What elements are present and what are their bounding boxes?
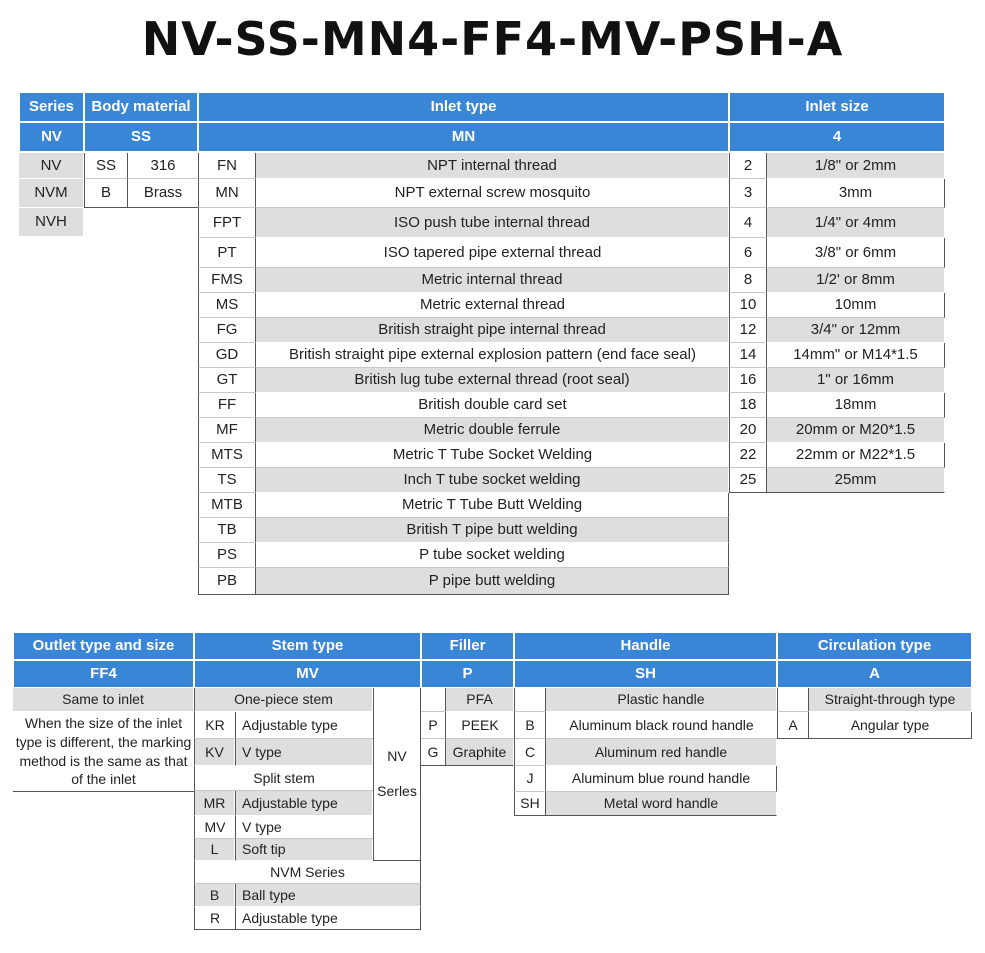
inlet-size-code: 10 [729,293,766,318]
inlet-size-desc: 3mm [766,179,945,208]
nv-series-line2: Serles [377,783,417,799]
inlet-size-desc: 14mm" or M14*1.5 [766,343,945,368]
inlet-type-code: TB [198,518,255,543]
inlet-size-desc: 18mm [766,393,945,418]
inlet-type-desc: Metric double ferrule [255,418,729,443]
stem-one-piece-label: One-piece stem [194,688,373,712]
handle-code: C [514,739,545,766]
inlet-size-header: Inlet size [729,92,945,122]
inlet-type-code: FN [198,153,255,179]
circulation-desc: Straight-through type [808,688,972,712]
outlet-same-to-inlet: Same to inlet [13,688,194,712]
outlet-note: When the size of the inlet type is different, the marking method is the same as that of the inlet [13,712,194,792]
handle-code: J [514,766,545,792]
inlet-type-code: FF [198,393,255,418]
inlet-size-code: 25 [729,468,766,493]
inlet-size-code: 8 [729,268,766,293]
nvm-desc: Ball type [235,884,421,907]
inlet-type-desc: ISO push tube internal thread [255,208,729,238]
selected-filler: P [421,660,514,688]
selected-handle: SH [514,660,777,688]
inlet-size-code: 18 [729,393,766,418]
inlet-size-code: 3 [729,179,766,208]
stem-split-label: Split stem [194,766,373,791]
material-code: B [84,179,127,208]
inlet-size-code: 4 [729,208,766,238]
inlet-type-code: GT [198,368,255,393]
inlet-type-desc: British double card set [255,393,729,418]
stem-code: KR [194,712,235,739]
inlet-size-code: 6 [729,238,766,268]
selected-inlet-type: MN [198,122,729,152]
stem-desc: Adjustable type [235,712,373,739]
stem-desc: Adjustable type [235,791,373,816]
filler-code: P [421,712,445,739]
inlet-type-code: PB [198,568,255,595]
selected-series: NV [19,122,84,152]
selected-outlet: FF4 [13,660,194,688]
inlet-size-desc: 20mm or M20*1.5 [766,418,945,443]
inlet-type-code: PT [198,238,255,268]
filler-header: Filler [421,632,514,660]
inlet-size-code: 12 [729,318,766,343]
handle-header: Handle [514,632,777,660]
handle-code: B [514,712,545,739]
inlet-size-code: 2 [729,153,766,179]
stem-code: MV [194,816,235,839]
inlet-size-code: 20 [729,418,766,443]
circulation-header: Circulation type [777,632,972,660]
series-item: NVH [19,208,84,237]
stem-code: L [194,839,235,861]
inlet-type-code: GD [198,343,255,368]
inlet-size-desc: 22mm or M22*1.5 [766,443,945,468]
body-material-header: Body material [84,92,198,122]
inlet-size-code: 16 [729,368,766,393]
filler-code [421,688,445,712]
inlet-type-desc: Inch T tube socket welding [255,468,729,493]
nvm-code: R [194,907,235,930]
inlet-type-desc: British T pipe butt welding [255,518,729,543]
material-name: 316 [127,153,198,179]
series-item: NV [19,153,84,179]
inlet-type-desc: NPT external screw mosquito [255,179,729,208]
handle-desc: Plastic handle [545,688,777,712]
inlet-size-desc: 3/4" or 12mm [766,318,945,343]
filler-desc: PFA [445,688,514,712]
inlet-size-desc: 10mm [766,293,945,318]
inlet-type-code: FPT [198,208,255,238]
handle-code: SH [514,792,545,816]
nvm-series-label: NVM Series [194,861,421,884]
inlet-size-desc: 1/4" or 4mm [766,208,945,238]
inlet-size-desc: 3/8" or 6mm [766,238,945,268]
inlet-size-desc: 25mm [766,468,945,493]
circulation-desc: Angular type [808,712,972,739]
inlet-type-desc: NPT internal thread [255,153,729,179]
stem-code: MR [194,791,235,816]
inlet-type-desc: British straight pipe internal thread [255,318,729,343]
nv-series-label [373,688,421,861]
inlet-size-desc: 1/8" or 2mm [766,153,945,179]
filler-desc: Graphite [445,739,514,766]
inlet-size-code: 22 [729,443,766,468]
handle-desc: Metal word handle [545,792,777,816]
material-name: Brass [127,179,198,208]
inlet-type-code: MTB [198,493,255,518]
handle-desc: Aluminum red handle [545,739,777,766]
handle-desc: Aluminum black round handle [545,712,777,739]
inlet-type-desc: British lug tube external thread (root seal) [255,368,729,393]
inlet-type-code: MTS [198,443,255,468]
inlet-type-desc: Metric T Tube Socket Welding [255,443,729,468]
series-header: Series [19,92,84,122]
stem-desc: V type [235,739,373,766]
handle-desc: Aluminum blue round handle [545,766,777,792]
filler-desc: PEEK [445,712,514,739]
circulation-code [777,688,808,712]
stem-desc: Soft tip [235,839,373,861]
inlet-type-code: FMS [198,268,255,293]
circulation-code: A [777,712,808,739]
handle-code [514,688,545,712]
inlet-type-desc: ISO tapered pipe external thread [255,238,729,268]
inlet-type-desc: P tube socket welding [255,543,729,568]
inlet-type-code: FG [198,318,255,343]
inlet-size-code: 14 [729,343,766,368]
selected-body-material: SS [84,122,198,152]
inlet-size-desc: 1/2' or 8mm [766,268,945,293]
inlet-type-code: MF [198,418,255,443]
nvm-code: B [194,884,235,907]
inlet-type-code: MN [198,179,255,208]
outlet-header: Outlet type and size [13,632,194,660]
inlet-type-desc: Metric internal thread [255,268,729,293]
inlet-type-desc: P pipe butt welding [255,568,729,595]
inlet-type-code: TS [198,468,255,493]
selected-circulation: A [777,660,972,688]
inlet-type-desc: Metric T Tube Butt Welding [255,493,729,518]
inlet-size-desc: 1" or 16mm [766,368,945,393]
stem-desc: V type [235,816,373,839]
inlet-type-code: MS [198,293,255,318]
filler-code: G [421,739,445,766]
inlet-type-desc: Metric external thread [255,293,729,318]
selected-inlet-size: 4 [729,122,945,152]
inlet-type-header: Inlet type [198,92,729,122]
inlet-type-code: PS [198,543,255,568]
material-code: SS [84,153,127,179]
nvm-desc: Adjustable type [235,907,421,930]
stem-header: Stem type [194,632,421,660]
page-title: NV-SS-MN4-FF4-MV-PSH-A [141,12,844,66]
inlet-type-desc: British straight pipe external explosion pattern (end face seal) [255,343,729,368]
stem-code: KV [194,739,235,766]
nv-series-line1: NV [387,748,407,764]
selected-stem: MV [194,660,421,688]
series-item: NVM [19,179,84,208]
